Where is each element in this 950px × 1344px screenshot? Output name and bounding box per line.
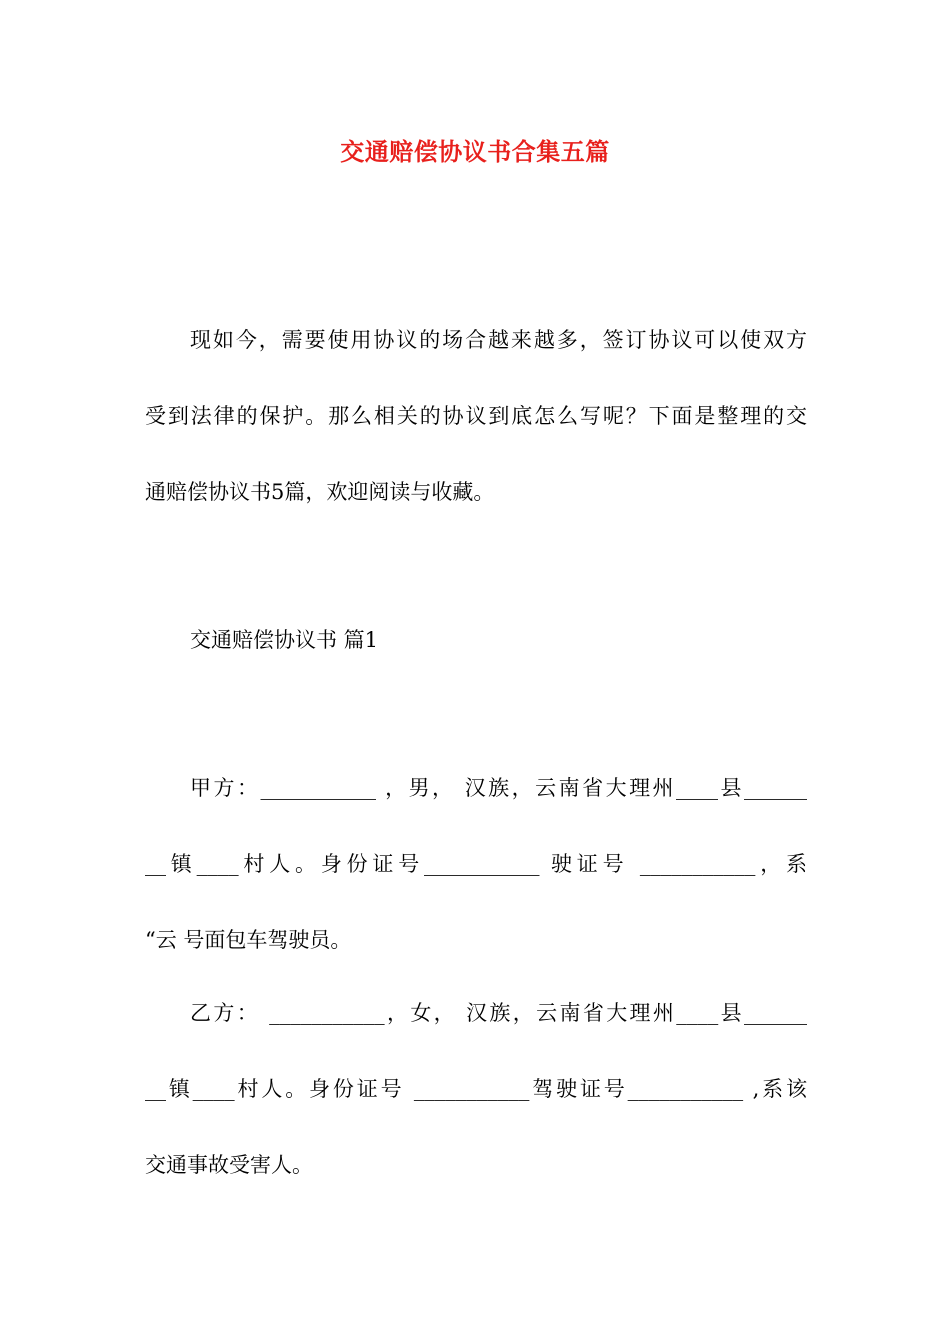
party-b-line-3: 交通事故受害人。 <box>145 1153 313 1177</box>
document-title: 交通赔偿协议书合集五篇 <box>340 137 610 166</box>
intro-paragraph-line-3: 通赔偿协议书5篇，欢迎阅读与收藏。 <box>145 480 495 504</box>
party-b-line-1: 乙方： ___________，女， 汉族，云南省大理州____县______ <box>190 1001 807 1025</box>
party-a-line-3: “云 号面包车驾驶员。 <box>145 928 352 952</box>
section-heading: 交通赔偿协议书 篇1 <box>190 628 379 652</box>
intro-paragraph-line-2: 受到法律的保护。那么相关的协议到底怎么写呢？下面是整理的交 <box>145 404 807 428</box>
party-a-line-1: 甲方：___________ ，男， 汉族，云南省大理州____县______ <box>190 776 807 800</box>
party-a-line-2: __镇____村人。身份证号___________ 驶证号 ___________，系 <box>145 852 807 876</box>
intro-paragraph-line-1: 现如今，需要使用协议的场合越来越多，签订协议可以使双方 <box>190 328 807 352</box>
party-b-line-2: __镇____村人。身份证号 ___________驾驶证号___________ ,系该 <box>145 1077 807 1101</box>
